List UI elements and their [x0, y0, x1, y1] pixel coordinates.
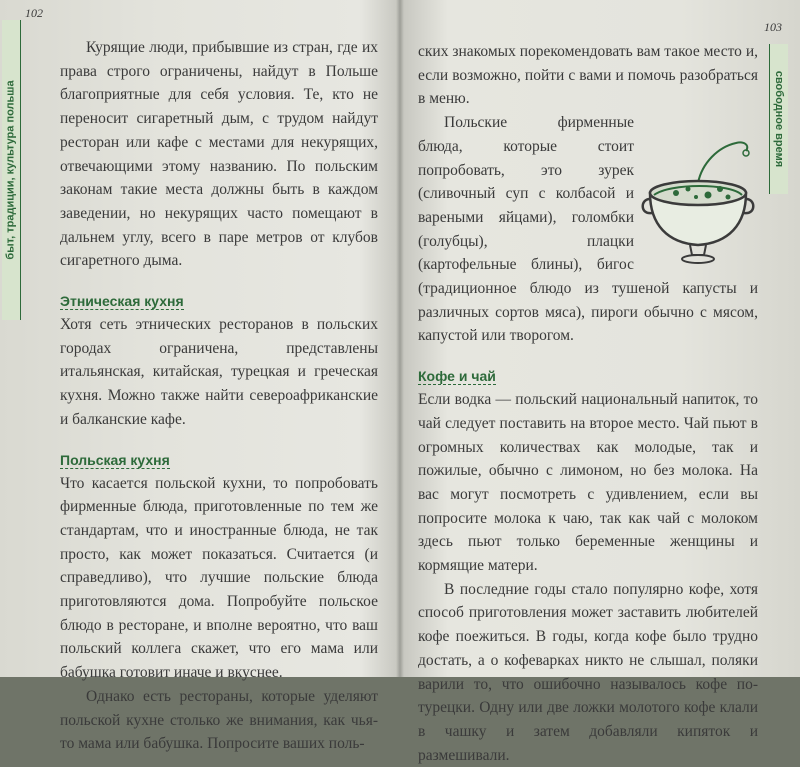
soup-tureen-icon	[640, 135, 758, 270]
polish-cuisine-paragraph-2: Однако есть рестораны, которые уделяют польской кухне столько же внимания, как чья-то мама или бабушка. Попросите ваших поль-	[60, 687, 378, 753]
continuation-paragraph: ских знакомых порекомендовать вам такое место и, если возможно, пойти с вами и помочь разобраться в меню.	[418, 43, 758, 108]
right-page	[400, 0, 800, 764]
chapter-label-text: быт, традиции, культура польша	[5, 80, 17, 260]
intro-paragraph: Курящие люди, прибывшие из стран, где их права строго ограничены, найдут в Польше благоприятные для себя условия. Те, кто не переносит сигаретный дым, с трудом найдут ресторан или кафе с местами для некурящих, отвечающими этому названию. По польским законам такие места должны быть в каждом заведении, но некурящих часто помещают в дальнем углу, всего в паре метров от клубов сигаретного дыма.	[60, 39, 378, 270]
chapter-side-label	[2, 20, 21, 320]
heading-text: Кофе и чай	[418, 368, 496, 385]
chapter-side-label	[769, 44, 788, 194]
page-number: 103	[764, 20, 782, 34]
section-heading-polish	[60, 450, 378, 470]
dishes-paragraph: Польские фирменные блюда, которые стоит попробовать, это зурек (сливочный суп с колбасой и вареными яйцами), голомбки (голубцы), плацки (картофельные блины), бигос (традиционное блюдо из тушеной капусты и различных сортов мяса), пироги обычно с мясом, капустой или творогом.	[418, 114, 758, 345]
heading-text: Польская кухня	[60, 451, 170, 468]
left-page	[0, 0, 400, 753]
section-heading-coffee-tea	[418, 366, 758, 386]
left-text-column	[60, 36, 378, 756]
right-text-column	[418, 40, 758, 767]
polish-cuisine-paragraph: Что касается польской кухни, то попробовать фирменные блюда, приготовленные по тем же стандартам, что и иностранные блюда, не так просто, как может показаться. Считается (и справедливо), что лучшие польские блюда приготовляются дома. Попробуйте польское блюдо в ресторане, и вполне вероятно, что ваш польский коллега скажет, что его мама или бабушка готовит иначе и вкуснее.	[60, 474, 378, 682]
section-heading-ethnic	[60, 291, 378, 311]
ethnic-cuisine-paragraph: Хотя сеть этнических ресторанов в польских городах ограничена, представлены итальянская, китайская, турецкая и греческая кухня. Можно также найти североафриканские и балканские кафе.	[60, 316, 378, 428]
coffee-paragraph: В последние годы стало популярно кофе, хотя способ приготовления может заставить любителей кофе поежиться. В годы, когда кофе было трудно достать, а о кофеварках никто не слышал, поляки варили то, что ошибочно называлось кофе по-турецки. Одну или две ложки молотого кофе клали в чашку и затем добавляли кипяток и размешивали.	[418, 580, 758, 764]
chapter-label-text: свободное время	[773, 70, 786, 168]
page-number: 102	[25, 6, 43, 20]
heading-text: Этническая кухня	[60, 293, 184, 310]
tea-paragraph: Если водка — польский национальный напиток, то чай следует поставить на второе место. Чай пьют в огромных количествах как молодые, так и пожилые, обычно с лимоном, но без молока. На вас могут посмотреть с удивлением, если вы попросите молока к чаю, так как чай с молоком здесь пьют только беременные женщины и кормящие матери.	[418, 391, 758, 575]
